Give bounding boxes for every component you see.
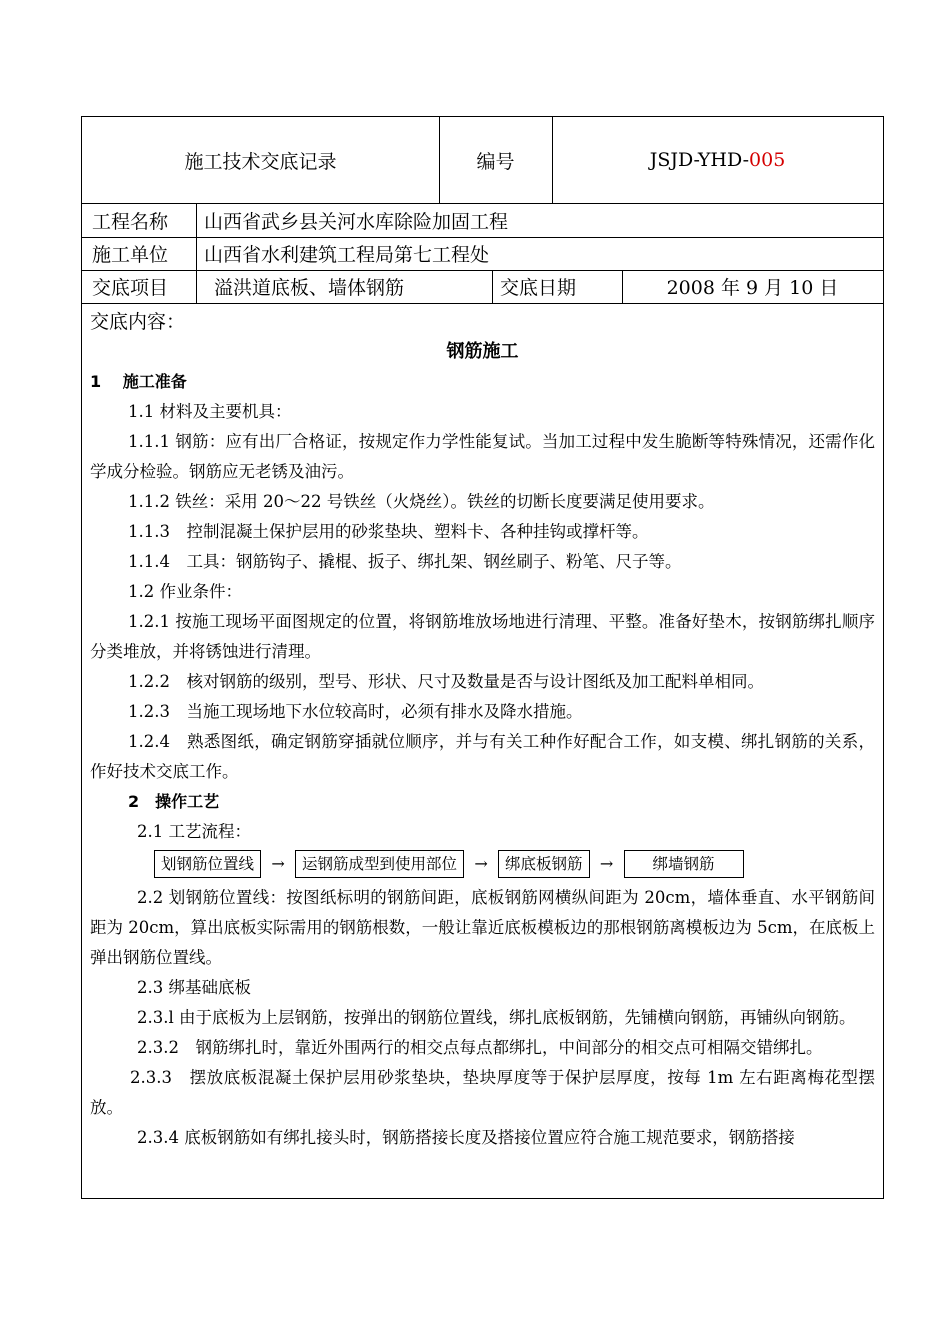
flow-step: 绑底板钢筋	[498, 850, 590, 878]
paragraph: 1.2.3 当施工现场地下水位较高时，必须有排水及降水措施。	[128, 702, 583, 721]
paragraph: 2.3.2 钢筋绑扎时，靠近外围两行的相交点每点都绑扎，中间部分的相交点可相隔交错绑扎。	[137, 1038, 823, 1057]
arrow-right-icon: →	[271, 854, 285, 873]
content-label: 交底内容：	[90, 311, 186, 333]
paragraph: 2.1 工艺流程：	[137, 822, 251, 841]
construction-unit-value: 山西省水利建筑工程局第七工程处	[204, 244, 490, 266]
divider	[196, 203, 197, 303]
document-number-suffix: 005	[749, 149, 786, 171]
record-form	[81, 116, 884, 1199]
content-title: 钢筋施工	[446, 341, 519, 362]
paragraph: 2.2 划钢筋位置线：按图纸标明的钢筋间距，底板钢筋网横纵间距为 20cm，墙体垂直、水平钢筋间距为 20cm，算出底板实际需用的钢筋根数，一般让靠近底板模板边的那根钢筋离模板边为 5cm，在底板上弹出钢筋位置线。	[90, 888, 875, 967]
paragraph: 2.3.4 底板钢筋如有绑扎接头时，钢筋搭接长度及搭接位置应符合施工规范要求，钢筋搭接	[137, 1128, 795, 1147]
number-label: 编号	[476, 150, 515, 173]
document-number-prefix: JSJD-YHD-	[649, 149, 750, 171]
paragraph: 1.2 作业条件：	[128, 582, 242, 601]
disclosure-date-value: 2008 年 9 月 10 日	[666, 277, 839, 299]
divider	[82, 303, 883, 304]
disclosure-item-value: 溢洪道底板、墙体钢筋	[214, 277, 405, 299]
arrow-right-icon: →	[474, 854, 488, 873]
project-name-label: 工程名称	[92, 210, 169, 233]
flow-step: 划钢筋位置线	[154, 850, 261, 878]
form-title: 施工技术交底记录	[184, 150, 337, 173]
paragraph: 1.2.2 核对钢筋的级别，型号、形状、尺寸及数量是否与设计图纸及加工配料单相同。	[128, 672, 764, 691]
section-heading: 2 操作工艺	[128, 792, 220, 811]
arrow-right-icon: →	[599, 854, 614, 873]
paragraph: 2.3.3 摆放底板混凝土保护层用砂浆垫块，垫块厚度等于保护层厚度，按每 1m 左右距离梅花型摆放。	[90, 1068, 875, 1117]
paragraph: 1.1 材料及主要机具：	[128, 402, 292, 421]
paragraph: 2.3 绑基础底板	[137, 978, 251, 997]
disclosure-item-label: 交底项目	[92, 277, 169, 299]
construction-unit-label: 施工单位	[92, 244, 169, 266]
paragraph: 2.3.l 由于底板为上层钢筋，按弹出的钢筋位置线，绑扎底板钢筋，先铺横向钢筋，再铺纵向钢筋。	[137, 1008, 856, 1027]
process-flow	[154, 849, 875, 879]
flow-step: 运钢筋成型到使用部位	[295, 850, 464, 878]
paragraph: 1.1.1 钢筋：应有出厂合格证，按规定作力学性能复试。当加工过程中发生脆断等特殊情况，还需作化学成分检验。钢筋应无老锈及油污。	[90, 432, 875, 481]
document-number	[552, 117, 883, 203]
paragraph: 1.1.2 铁丝：采用 20～22 号铁丝（火烧丝）。铁丝的切断长度要满足使用要求。	[128, 492, 715, 511]
paragraph: 1.1.3 控制混凝土保护层用的砂浆垫块、塑料卡、各种挂钩或撑杆等。	[128, 522, 649, 541]
divider	[492, 270, 493, 303]
paragraph: 1.2.4 熟悉图纸，确定钢筋穿插就位顺序，并与有关工种作好配合工作，如支模、绑扎钢筋的关系，作好技术交底工作。	[90, 732, 875, 781]
project-name-value: 山西省武乡县关河水库除险加固工程	[204, 210, 509, 233]
paragraph: 1.2.1 按施工现场平面图规定的位置，将钢筋堆放场地进行清理、平整。准备好垫木，按钢筋绑扎顺序分类堆放，并将锈蚀进行清理。	[90, 612, 875, 661]
section-heading: 1 施工准备	[90, 372, 187, 391]
flow-step: 绑墙钢筋	[624, 850, 744, 878]
disclosure-content	[90, 307, 875, 1153]
paragraph: 1.1.4 工具：钢筋钩子、撬棍、扳子、绑扎架、钢丝刷子、粉笔、尺子等。	[128, 552, 682, 571]
disclosure-date-label: 交底日期	[500, 277, 577, 299]
